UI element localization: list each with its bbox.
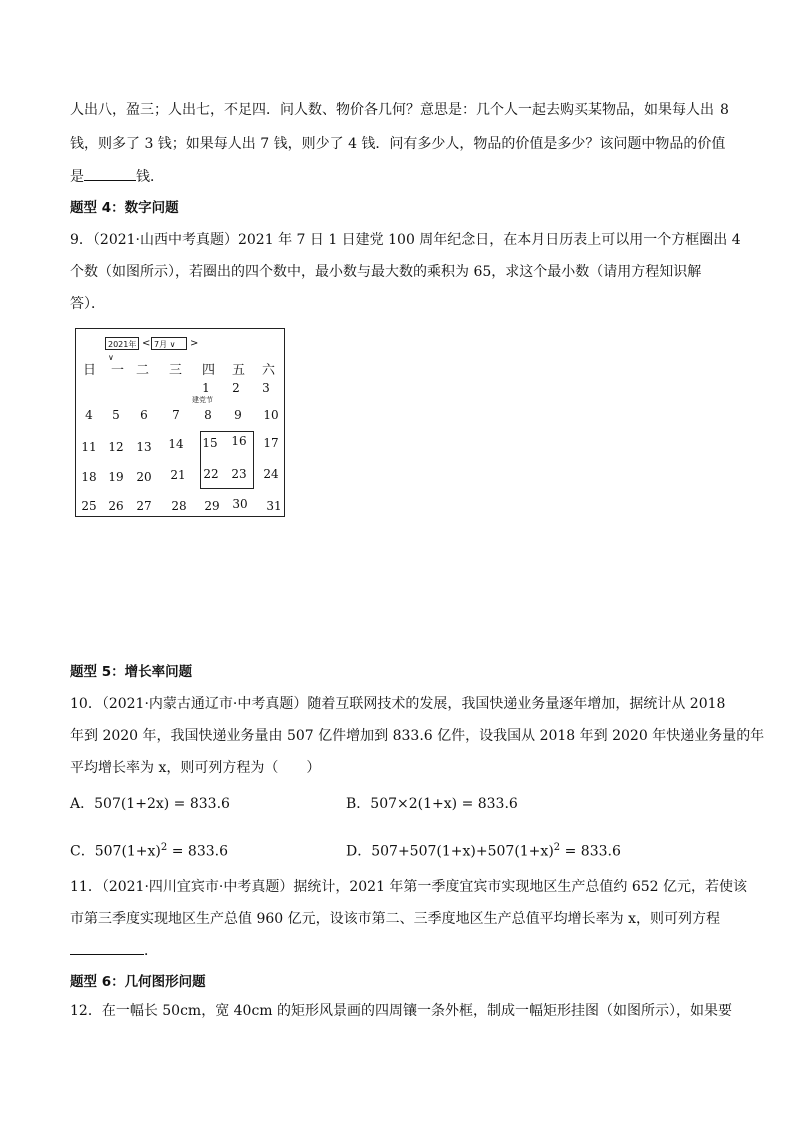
weekday: 六 — [262, 363, 276, 378]
question-10: 10．（2021·内蒙古通辽市·中考真题）随着互联网技术的发展，我国快递业务量逐年增加，据统计从 2018 — [70, 696, 726, 712]
calendar-day: 24 — [263, 467, 279, 481]
question-11 — [70, 940, 158, 961]
calendar-figure — [75, 328, 285, 517]
prev-arrow-icon: < — [142, 338, 151, 349]
text: 8 — [720, 102, 729, 118]
calendar-day: 19 — [108, 470, 124, 484]
weekday: 日 — [83, 363, 97, 378]
calendar-day: 30 — [232, 497, 248, 511]
calendar-day: 15 — [202, 436, 218, 450]
question-9: 答）． — [70, 296, 105, 312]
calendar-day: 3 — [262, 381, 270, 395]
option-b[interactable] — [346, 793, 518, 815]
option-label: D． — [346, 843, 372, 860]
calendar-day: 7 — [172, 408, 180, 422]
option-label: B． — [346, 796, 371, 812]
year-select: 2021年∨ — [105, 337, 139, 350]
calendar-day: 2 — [232, 381, 240, 395]
calendar-day: 17 — [263, 436, 279, 450]
weekday: 一 — [111, 363, 125, 378]
option-text: = 833.6 — [560, 843, 621, 860]
weekday: 三 — [169, 363, 183, 378]
calendar-day: 13 — [136, 440, 152, 454]
text: 人出八，盈三；人出七，不足四．问人数、物价各几何？意思是：几个人一起去购买某物品，如果每人出 — [70, 102, 714, 118]
holiday-note: 建党节 — [192, 396, 213, 404]
weekday: 四 — [202, 363, 216, 378]
calendar-day: 27 — [136, 499, 152, 513]
calendar-day: 20 — [136, 470, 152, 484]
calendar-day: 1 — [202, 381, 210, 395]
calendar-day: 10 — [263, 408, 279, 422]
option-text: 507×2(1+x) = 833.6 — [370, 796, 518, 812]
option-c[interactable] — [70, 837, 228, 863]
calendar-day: 16 — [231, 434, 247, 448]
calendar-day: 26 — [108, 499, 124, 513]
calendar-day: 28 — [171, 499, 187, 513]
option-label: C． — [70, 843, 95, 860]
calendar-day: 29 — [204, 499, 220, 513]
option-a[interactable] — [70, 793, 230, 815]
text: 钱，则多了 3 钱；如果每人出 7 钱，则少了 4 钱．问有多少人，物品的价值是多少？该问题中物品的价值 — [70, 136, 726, 152]
month-select: 7月 ∨ — [151, 337, 187, 350]
option-text: 507(1+2x) = 833.6 — [94, 796, 230, 812]
question-10: 年到 2020 年，我国快递业务量由 507 亿件增加到 833.6 亿件，设我国从 2018 年到 2020 年快递业务量的年 — [70, 728, 765, 744]
answer-blank[interactable] — [84, 166, 136, 181]
text: 是 — [70, 169, 84, 185]
text-line — [70, 166, 164, 187]
calendar-day: 21 — [170, 468, 186, 482]
calendar-day: 5 — [112, 408, 120, 422]
exponent: 2 — [160, 842, 168, 853]
question-10: 平均增长率为 x，则可列方程为（ ） — [70, 760, 321, 776]
section-heading: 题型 6：几何图形问题 — [70, 974, 206, 990]
text: ． — [144, 943, 158, 959]
calendar-day: 8 — [204, 408, 212, 422]
text: 钱． — [136, 169, 164, 185]
answer-blank[interactable] — [70, 940, 144, 955]
calendar-day: 12 — [108, 440, 124, 454]
calendar-day: 18 — [81, 470, 97, 484]
question-12: 12．在一幅长 50cm，宽 40cm 的矩形风景画的四周镶一条外框，制成一幅矩形挂图（如图所示），如果要 — [70, 1003, 733, 1019]
option-text: 507(1+x) — [94, 843, 161, 860]
section-heading: 题型 5：增长率问题 — [70, 664, 193, 680]
calendar-day: 4 — [85, 408, 93, 422]
weekday: 二 — [136, 363, 150, 378]
selection-box — [200, 431, 254, 489]
option-d[interactable] — [346, 837, 621, 863]
text-line — [70, 100, 729, 120]
exponent: 2 — [553, 842, 561, 853]
calendar-day: 9 — [234, 408, 242, 422]
question-9: 个数（如图所示），若圈出的四个数中，最小数与最大数的乘积为 65，求这个最小数（请用方程知识解 — [70, 264, 702, 280]
question-11: 市第三季度实现地区生产总值 960 亿元，设该市第二、三季度地区生产总值平均增长率为 x，则可列方程 — [70, 911, 720, 927]
option-label: A． — [70, 796, 95, 812]
calendar-day: 6 — [140, 408, 148, 422]
next-arrow-icon: > — [190, 338, 199, 349]
section-heading: 题型 4：数字问题 — [70, 200, 179, 216]
weekday: 五 — [232, 363, 246, 378]
option-text: = 833.6 — [167, 843, 228, 860]
question-11: 11．（2021·四川宜宾市·中考真题）据统计，2021 年第一季度宜宾市实现地区生产总值约 652 亿元，若使该 — [70, 879, 748, 895]
calendar-day: 31 — [266, 499, 282, 513]
calendar-day: 14 — [168, 437, 184, 451]
calendar-day: 25 — [81, 499, 97, 513]
option-text: 507+507(1+x)+507(1+x) — [371, 843, 554, 860]
text-line — [70, 134, 725, 154]
calendar-day: 11 — [81, 440, 97, 454]
calendar-day: 23 — [231, 467, 247, 481]
question-9: 9．（2021·山西中考真题）2021 年 7 日 1 日建党 100 周年纪念日，在本月日历表上可以用一个方框圈出 4 — [70, 232, 741, 248]
calendar-day: 22 — [203, 467, 219, 481]
